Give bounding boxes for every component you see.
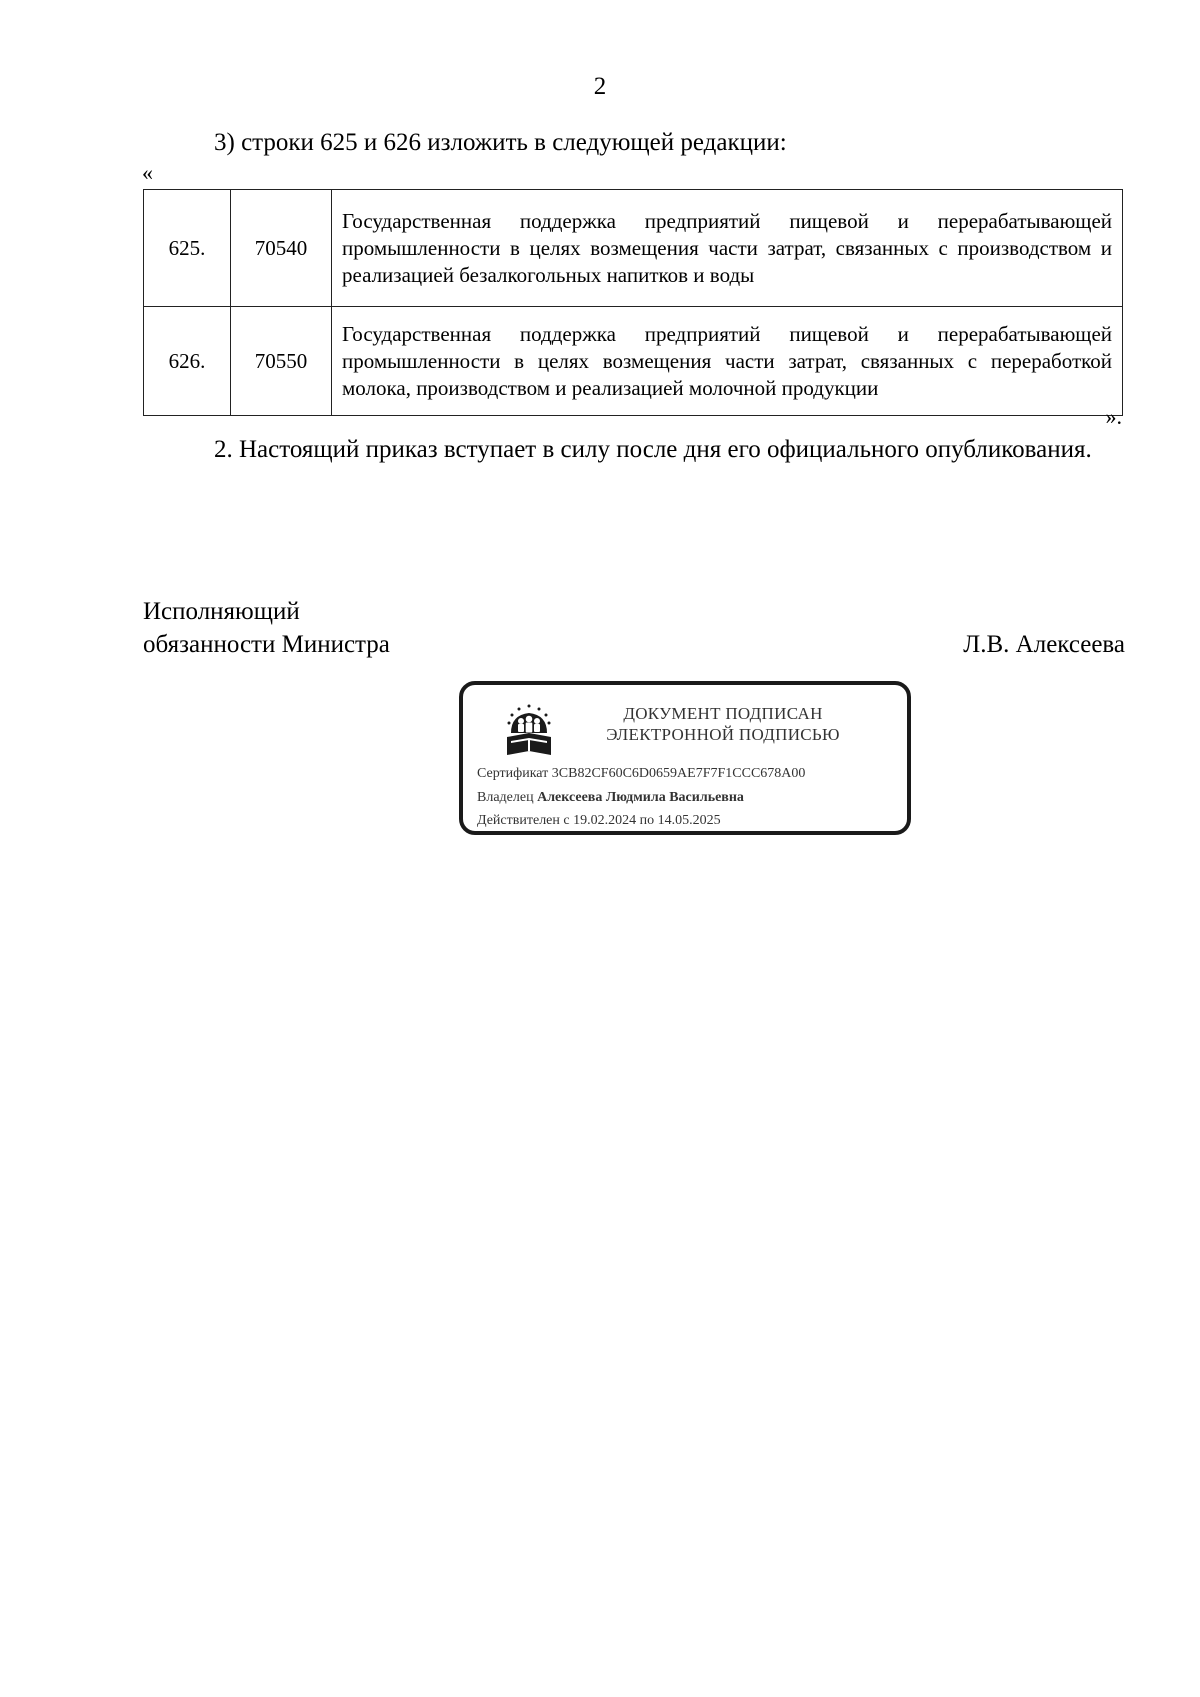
table-row bbox=[144, 307, 1123, 416]
certificate-label: Сертификат bbox=[477, 766, 549, 781]
signatory-name: Л.В. Алексеева bbox=[963, 631, 1125, 658]
validity-label: Действителен bbox=[477, 813, 560, 828]
row-number: 625. bbox=[144, 190, 231, 307]
signatory-title bbox=[143, 595, 390, 661]
closing-quote: ». bbox=[1105, 404, 1122, 429]
valid-to-date: 14.05.2025 bbox=[657, 813, 721, 828]
row-number: 626. bbox=[144, 307, 231, 416]
stamp-heading bbox=[573, 703, 873, 745]
stamp-validity bbox=[477, 812, 721, 830]
page-number: 2 bbox=[593, 73, 607, 100]
stamp-owner bbox=[477, 789, 744, 807]
valid-from-date: 19.02.2024 bbox=[573, 813, 637, 828]
stamp-heading-line: ДОКУМЕНТ ПОДПИСАН bbox=[623, 704, 823, 723]
row-description: Государственная поддержка предприятий пищевой и перерабатывающей промышленности в целях возмещения части затрат, связанных с производством и реализацией безалкогольных напитков и воды bbox=[332, 190, 1123, 307]
effective-date-paragraph: 2. Настоящий приказ вступает в силу после дня его официального опубликования. bbox=[214, 436, 1092, 463]
table-row bbox=[144, 190, 1123, 307]
coat-of-arms-icon bbox=[501, 703, 557, 759]
signatory-title-line: Исполняющий bbox=[143, 598, 300, 625]
electronic-signature-stamp bbox=[459, 681, 911, 835]
owner-label: Владелец bbox=[477, 790, 534, 805]
signatory-title-line: обязанности Министра bbox=[143, 631, 390, 658]
certificate-value: 3CB82CF60C6D0659AE7F7F1CCC678A00 bbox=[551, 766, 806, 781]
row-description: Государственная поддержка предприятий пищевой и перерабатывающей промышленности в целях возмещения части затрат, связанных с переработкой молока, производством и реализацией молочной продукции bbox=[332, 307, 1123, 416]
stamp-certificate bbox=[477, 765, 805, 783]
row-code: 70550 bbox=[231, 307, 332, 416]
owner-value: Алексеева Людмила Васильевна bbox=[537, 790, 744, 805]
valid-to-label: по bbox=[639, 813, 655, 828]
row-code: 70540 bbox=[231, 190, 332, 307]
valid-from-label: с bbox=[563, 813, 570, 828]
amendment-intro: 3) строки 625 и 626 изложить в следующей редакции: bbox=[214, 129, 787, 156]
amended-rows-table bbox=[143, 189, 1123, 416]
opening-quote: « bbox=[142, 160, 153, 185]
stamp-heading-line: ЭЛЕКТРОННОЙ ПОДПИСЬЮ bbox=[606, 725, 840, 744]
